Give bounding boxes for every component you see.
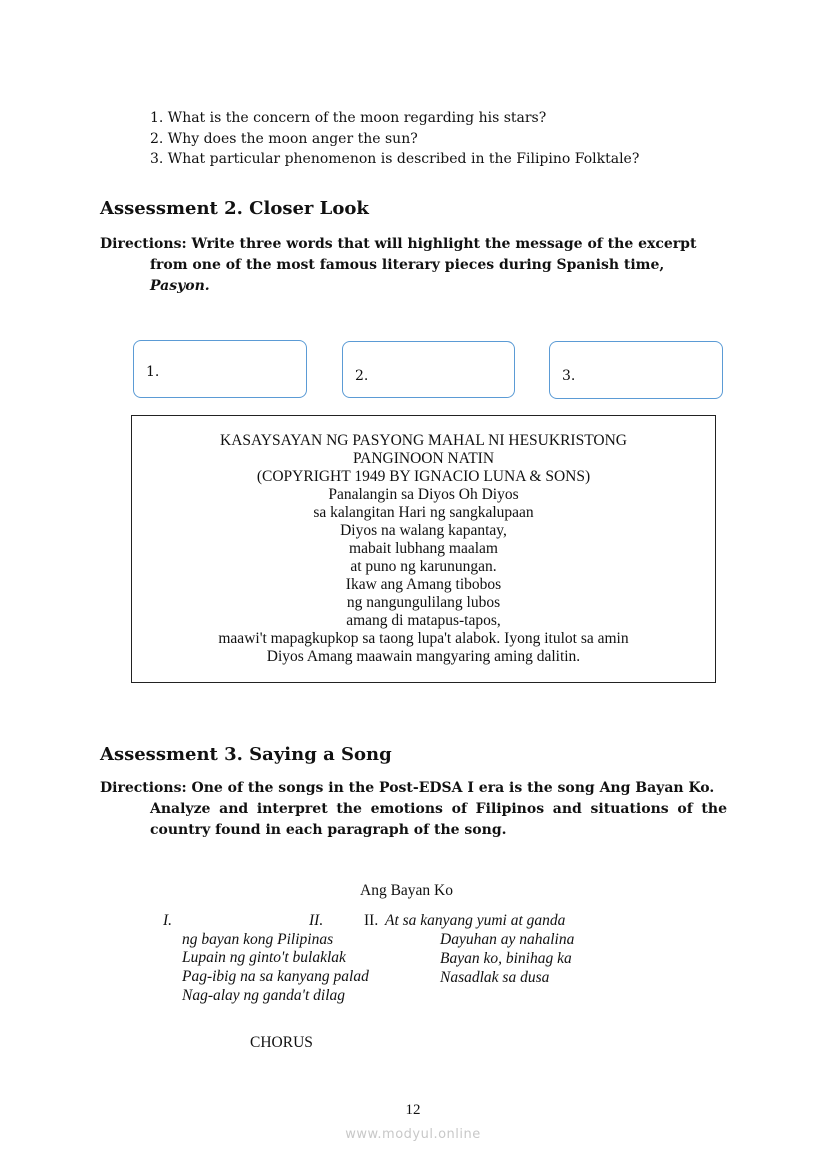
poem-line: at puno ng karunungan. xyxy=(350,558,497,575)
question-2: 2. Why does the moon anger the sun? xyxy=(150,131,418,147)
directions-text: : One of the songs in the Post-EDSA I era is the song Ang Bayan Ko. xyxy=(181,780,715,796)
answer-box-3[interactable] xyxy=(549,341,723,399)
poem-line: sa kalangitan Hari ng sangkalupaan xyxy=(313,504,534,521)
page-number: 12 xyxy=(405,1102,421,1118)
assessment-2-directions-line-1: Directions: Write three words that will highlight the message of the excerpt xyxy=(100,236,697,252)
chorus-label: CHORUS xyxy=(250,1034,313,1051)
verse-1-line: ng bayan kong Pilipinas xyxy=(182,931,334,948)
poem-line: Panalangin sa Diyos Oh Diyos xyxy=(328,486,519,503)
verse-2-line: Nasadlak sa dusa xyxy=(440,969,550,986)
poem-line: KASAYSAYAN NG PASYONG MAHAL NI HESUKRISTONG xyxy=(220,432,627,449)
verse-2-number: II. xyxy=(364,912,379,929)
assessment-2-directions-line-2: from one of the most famous literary pieces during Spanish time, xyxy=(150,257,665,273)
poem-line: ng nangungulilang lubos xyxy=(346,594,501,611)
poem-line: Ikaw ang Amang tibobos xyxy=(345,576,502,593)
answer-box-2-label: 2. xyxy=(355,368,369,384)
assessment-3-heading: Assessment 3. Saying a Song xyxy=(100,744,392,765)
assessment-2-heading: Assessment 2. Closer Look xyxy=(100,198,369,219)
poem-line: PANGINOON NATIN xyxy=(352,450,495,467)
pasyon-excerpt-box xyxy=(131,415,716,683)
verse-2-line: Dayuhan ay nahalina xyxy=(440,931,575,948)
verse-2-number-italic: II. xyxy=(309,912,324,929)
poem-line: maawi't mapagkupkop sa taong lupa't alabok. Iyong itulot sa amin xyxy=(218,630,629,647)
answer-box-2[interactable] xyxy=(342,341,515,398)
verse-2-line-1: At sa kanyang yumi at ganda xyxy=(385,912,566,929)
question-1: 1. What is the concern of the moon regarding his stars? xyxy=(150,110,547,126)
assessment-3-directions-line-2: Analyze and interpret the emotions of Filipinos and situations of the xyxy=(150,801,727,817)
song-title: Ang Bayan Ko xyxy=(360,882,453,899)
verse-1-number: I. xyxy=(163,912,173,929)
assessment-3-directions-line-1 xyxy=(100,778,727,799)
answer-box-1[interactable] xyxy=(133,340,307,398)
watermark: www.modyul.online xyxy=(345,1127,481,1142)
verse-1-line: Pag-ibig na sa kanyang palad xyxy=(182,968,369,985)
answer-box-3-label: 3. xyxy=(562,368,576,384)
directions-label: Directions xyxy=(100,780,182,796)
verse-2-line: Bayan ko, binihag ka xyxy=(440,950,572,967)
poem-line: Diyos na walang kapantay, xyxy=(340,522,507,539)
poem-line: Diyos Amang maawain mangyaring aming dalitin. xyxy=(266,648,581,665)
verse-1-line: Nag-alay ng ganda't dilag xyxy=(182,987,346,1004)
assessment-2-directions-line-3: Pasyon. xyxy=(150,278,210,294)
poem-line: amang di matapus-tapos, xyxy=(346,612,501,629)
answer-box-1-label: 1. xyxy=(146,364,160,380)
assessment-3-directions-line-3: country found in each paragraph of the song. xyxy=(150,822,507,838)
poem-line: mabait lubhang maalam xyxy=(349,540,498,557)
poem-line: (COPYRIGHT 1949 BY IGNACIO LUNA & SONS) xyxy=(256,468,591,485)
verse-1-line: Lupain ng ginto't bulaklak xyxy=(182,949,346,966)
question-3: 3. What particular phenomenon is described in the Filipino Folktale? xyxy=(150,151,640,167)
